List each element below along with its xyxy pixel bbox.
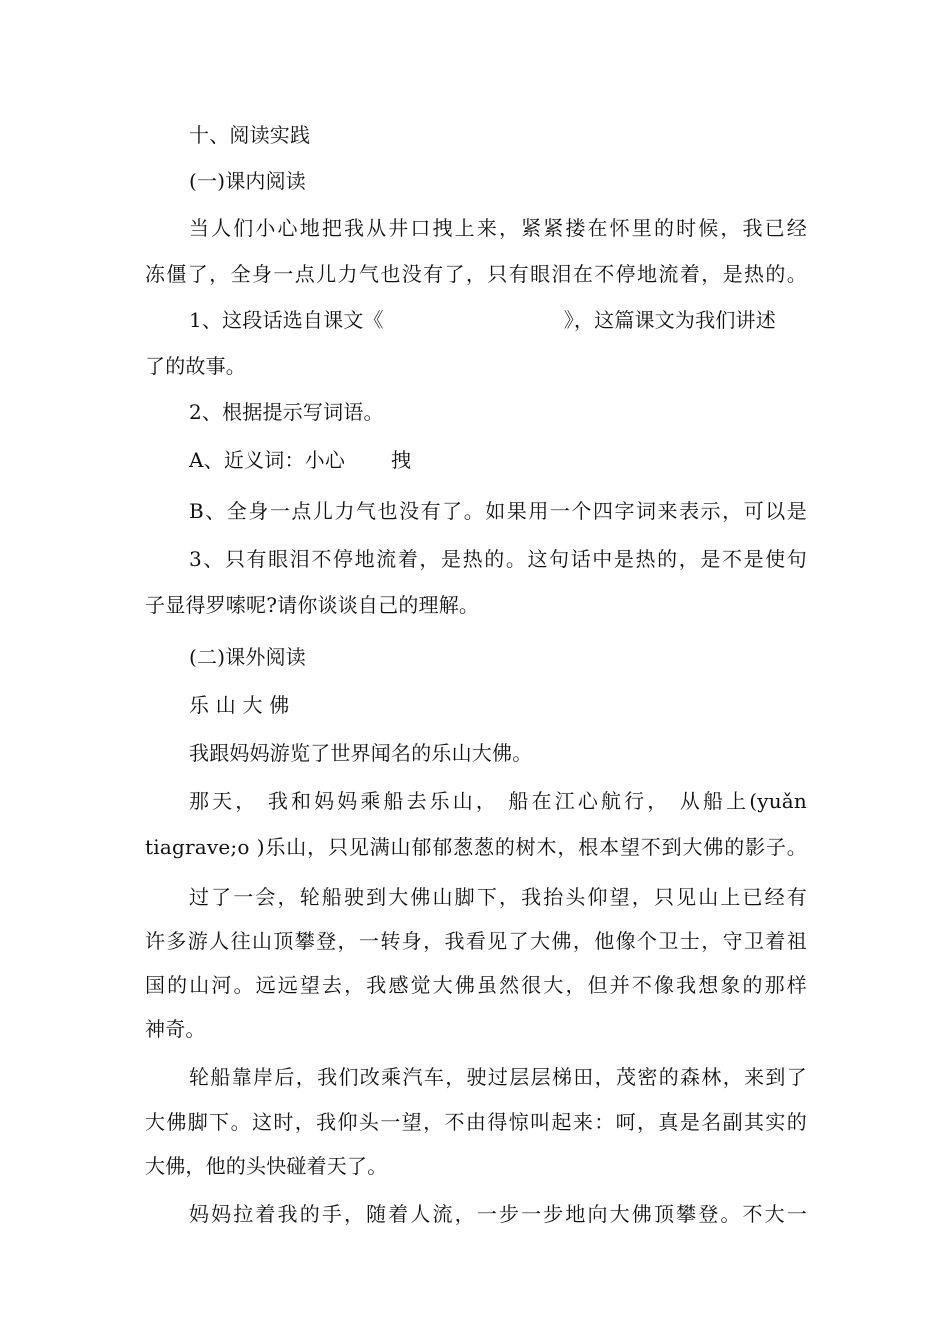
passage1-line-1: 当人们小心地把我从井口拽上来，紧紧搂在怀里的时候，我已经 <box>189 216 807 240</box>
story-line: 过了一会，轮船驶到大佛山脚下，我抬头仰望，只见山上已经有 <box>189 885 807 909</box>
question-2a <box>189 446 807 474</box>
section-title: 十、阅读实践 <box>189 123 311 147</box>
story-line: 大佛，他的头快碰着天了。 <box>145 1154 388 1178</box>
story-line: tiagrave;o )乐山，只见满山郁郁葱葱的树木，根本望不到大佛的影子。 <box>145 835 807 859</box>
part1-heading: (一)课内阅读 <box>189 169 307 193</box>
story-line: 许多游人往山顶攀登，一转身，我看见了大佛，他像个卫士，守卫着祖 <box>145 929 807 953</box>
question-3-line-2: 子显得罗嗦呢?请你谈谈自己的理解。 <box>145 593 480 617</box>
story-line: 大佛脚下。这时，我仰头一望，不由得惊叫起来：呵，真是名副其实的 <box>145 1110 807 1134</box>
story-line: 国的山河。远远望去，我感觉大佛虽然很大，但并不像我想象的那样 <box>145 973 807 997</box>
story-title: 乐 山 大 佛 <box>189 693 290 717</box>
question-1-line-2: 了的故事。 <box>145 354 246 378</box>
story-line: 神奇。 <box>145 1017 206 1041</box>
passage1-line-2: 冻僵了，全身一点儿力气也没有了，只有眼泪在不停地流着，是热的。 <box>145 262 807 286</box>
question-1-after-blank: 》，这篇课文为我们讲述 <box>563 308 776 332</box>
question-2b: B、全身一点儿力气也没有了。如果用一个四字词来表示，可以是 <box>189 499 807 523</box>
story-line: 我跟妈妈游览了世界闻名的乐山大佛。 <box>189 741 533 765</box>
question-2a-label: A、近义词：小心 <box>189 448 346 472</box>
story-line: 轮船靠岸后，我们改乘汽车，驶过层层梯田，茂密的森林，来到了 <box>189 1065 807 1089</box>
question-2a-word2: 拽 <box>391 448 412 472</box>
question-3-line-1: 3、只有眼泪不停地流着，是热的。这句话中是热的，是不是使句 <box>189 547 807 571</box>
story-line: 妈妈拉着我的手，随着人流，一步一步地向大佛顶攀登。不大一 <box>189 1202 807 1226</box>
story-line: 那天， 我和妈妈乘船去乐山， 船在江心航行， 从船上(yuǎn <box>189 789 807 813</box>
question-1-before-blank: 1、这段话选自课文《 <box>189 308 384 332</box>
part2-heading: (二)课外阅读 <box>189 645 307 669</box>
question-1 <box>189 306 807 334</box>
question-2: 2、根据提示写词语。 <box>189 400 384 424</box>
